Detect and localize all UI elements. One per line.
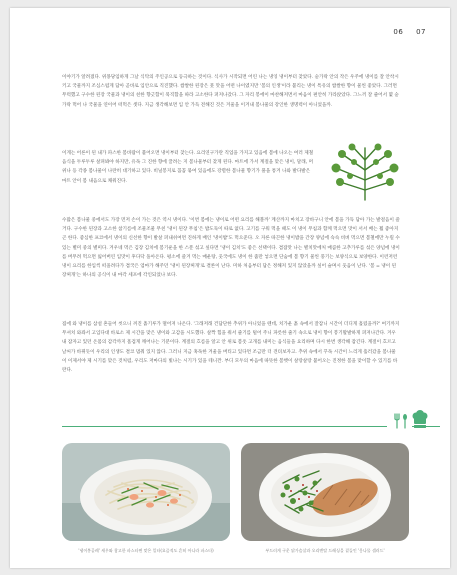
salad-photo <box>241 443 409 541</box>
section-divider <box>62 426 387 427</box>
page-number-right: 07 <box>416 28 426 36</box>
body-paragraph-2: 이게는 어른이 된 내가 파스한 봄바람이 불어오면 냉이부터 찾는다. 요리연구가란 직업을 가지고 있음에 봄에 나오는 여러 제철 음식을 두루두루 살펴봐야 하지만, 유독 그 진한 향에 끌려는 지 봄나물부터 찾게 된다. 마트에 가서 계절을 맞은 냉이, 달래, 머위나 등 각종 봄나물이 나란히 대기하고 있다. 비닐봉지로 꼼꼼 묶여 있음에도 강렬한 봄나물 향기가 풀을 통겨 나와 발다발은 마트 안이 봄 내음으로 채워진다. <box>62 151 314 184</box>
herb-sprig-icon <box>328 142 402 202</box>
page-number-left: 06 <box>393 28 404 36</box>
photo-caption-right: 부드러게 구운 닭가슴살과 오리엔탈 드레싱을 곁들인 '옹나물 샐러드' <box>265 548 385 553</box>
body-paragraph-3: 수많은 봄나물 중에서도 가장 먼저 손이 가는 것은 역시 냉이다. '이번 봄에는 냉이로 어떤 요리를 해볼까' 계산까지 마치고 장바구니 안에 봄을 가득 담아 가는 발걸음이 즐거다. 구수한 된장과 고소한 참기름에 조물조물 무친 '냉이 된장 무침'은 밥도둑이 따로 없다. 고기를 구워 먹을 때도 이 냉이 무침과 함께 먹으면 맛이 서서 배는 훨 좋아지곤 한다. 좋심한 프코에서 냉이의 신선한 향이 발살 퍼내쉬여면 진하게 배인 '냉이밥'도 먹으준다. 오 자른 따끈한 냉이밥을 간장 양념에 슥슥 비벼 먹으면 봄철에만 누릴 수 있는 별미 중의 별미다. 겨우네 먹은 김장 김치에 봄기운을 한 스푼 섞고 싶다면 '냉이 김치'도 좋은 선택이다. 겹잡맛 나는 별치맛에처 매콤한 고추가루를 섞은 양념에 냉이를 버무려 먹으면 잃어버린 입맛이 후다닥 돌아온다. 평소에 즐겨 먹는 매운탕, 웃국에도 냉이 한 줌만 넣으면 단숨에 봄 향기 물씬 풍기는 보양식으로 보양한다. 이런저런 냉이 요리를 한입씩 떠올려다가 겹국은 엄마가 해주던 '냉이 된장찌개'로 결론이 난다. 미하 처음부터 답은 정해져 있지 않았을까 싶어 슬며시 웃음이 난다. '봄 = 냉이 된장찌개'는 하나의 공식이 내 마각 세포에 각인되었나 보다. <box>62 218 400 279</box>
body-paragraph-1: 이야기가 알려졌다. 위몽당임하게 그날 식탁의 주인공으로 등극하는 것이다. 식사가 시작되면 어린 나는 냉잉 냉이부터 찾았다. 숟가락 안의 작은 우주에 냉이를 잘 안착시키고 국물까지 조심스럽게 담아 곧바로 입안으로 직진했다. 쌉쌀한 된장은 뭇 맛을 어떤 나이였지만 '봄의 인생'이라 불리는 냉이 특유의 쌉쌀한 향이 물씬 좋았다. 그러면 무럭했고 구수한 된장 국물과 냉이의 친한 향긋함이 묵직함을 따라 고소한다 퍼져나갔다. 그 자리 봉에이 마찬해져면서 마음이 편안히 가라앉았다. 그느끼 잘 줄어서 몇 숟가락 먹어 나 국물을 연이어 떠먹은 셋다. 지금 생각해보면 입 안 가득 전해진 것은 겨울을 이겨내 봄나물의 강인한 생명력이 아니었을까. <box>62 75 399 108</box>
fork-icon <box>395 414 399 428</box>
body-paragraph-4: 집에 와 냉이를 삼설 흔들어 씻으니 꺼진 흙기루가 떨어져 나온다. '그래저래 건답단한 추위가 아니었을 텐데, 치가운 흙 속에서 잘잠니 시간이 더디게 흘렀을까?' 여기까지 무셔치 와좌서 고입다대 바로소 제 시간을 맞은 냉이와 고감을 시도했다. 살짝 힘을 줘서 줄기를 털어 주니 파릇한 줄기 속으로 냉이 향이 봉기활발하게 퍼져나간다. 겨우내 잠자고 있던 온몸의 감각까지 흠겁게 깨어나는 기분이다. 계절의 흐름을 알고 안 위로 봄옷 고개를 내미는 음식들을 요리하며 다시 한번 생각해 잠긴다. 계절이 흐르고 날씨가 바뀌듯이 우리의 인생도 결코 멈춰 있지 않다. 그러니 지금 혹독한 겨울을 버티고 있다면 조금만 더 견뎌보자고. 추위 속에서 꾸독 시간이 느리게 흘러갔을 봄나물이 이제서야 제 시기를 맞은 것처럼, 우리도 저마다의 빛나는 시기가 있을 테니깐. 부디 모두의 마음에 따뜻한 봄햇이 살랑살랑 불어오는 진정한 봄을 맞이할 수 있기를 바란다. <box>62 322 400 374</box>
page-numbers <box>383 28 426 36</box>
magazine-page <box>10 8 450 568</box>
spoon-icon <box>403 414 407 428</box>
pasta-photo <box>62 443 230 541</box>
photo-caption-left: '냉이봉골레' 새우와 참고한 파스타면 맞은 일타(요즘적도 흔히 아니라 파스타) <box>78 548 214 553</box>
section-divider-right <box>412 426 440 427</box>
